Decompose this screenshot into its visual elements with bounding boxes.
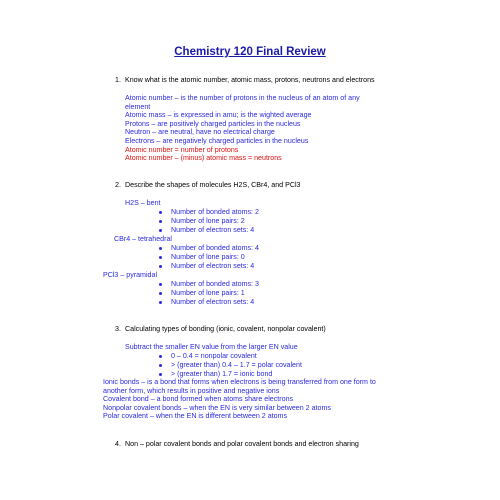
q1-line: Protons – are positively charged particles in the nucleus <box>125 119 301 128</box>
question-text: Describe the shapes of molecules H2S, CBr4, and PCl3 <box>125 181 301 189</box>
question-text: Non – polar covalent bonds and polar covalent bonds and electron sharing <box>125 440 359 448</box>
q1-line: Atomic number – is the number of protons in the nucleus of an atom of any <box>125 94 360 102</box>
bullet-icon <box>159 355 162 358</box>
bullet-icon <box>159 247 162 250</box>
bullet-icon <box>159 364 162 367</box>
q1-answer <box>125 94 360 163</box>
bullet-icon <box>159 256 162 259</box>
q3-line: Nonpolar covalent bonds – when the EN is very similar between 2 atoms <box>103 403 331 412</box>
bullet-icon <box>159 265 162 268</box>
q3-answer <box>103 378 376 421</box>
question-number: 1. <box>115 76 121 84</box>
question-number: 3. <box>115 325 121 333</box>
q1-line: Neutron – are neutral, have no electrical charge <box>125 128 275 137</box>
q3-line: Ionic bonds – is a bond that forms when electrons is being transferred from one form to <box>103 378 376 386</box>
question-number: 4. <box>115 440 121 448</box>
question-number: 2. <box>115 181 121 189</box>
molecule-heading-cbr4: CBr4 – tetrahedral <box>114 235 172 243</box>
document-title: Chemistry 120 Final Review <box>174 46 326 58</box>
q3-intro: Subtract the smaller EN value from the larger EN value <box>125 343 298 351</box>
bullet-icon <box>159 301 162 304</box>
q1-line: element <box>125 102 151 111</box>
q1-line: Atomic number = number of protons <box>125 145 239 154</box>
bullet-icon <box>159 283 162 286</box>
question-text: Calculating types of bonding (ionic, covalent, nonpolar covalent) <box>125 325 326 333</box>
bullet-icon <box>159 220 162 223</box>
molecule-heading-pcl3: PCl3 – pyramidal <box>103 271 158 279</box>
q3-line: Polar covalent – when the EN is different between 2 atoms <box>103 412 288 421</box>
bullet-icon <box>159 229 162 232</box>
document-page: Chemistry 120 Final Review 1. Know what is the atomic number, atomic mass, protons, neutrons and electrons Atomic number – is the number of protons in the nucleus of an atom of any element Atomic mass – is expressed in amu; is the wighted average Protons – are positively charged particles in the nucleus Neutron – are neutral, have no electrical charge Electrons – are negatively charged particles in the nucleus Atomic number = number of protons Atomic number – (minus) atomic mass = neutrons 2. Describe the shapes of molecules H2S, CBr4, and PCl3 H2S – bent Number of bonded atoms: 2 Number of lone pairs: 2 Number of electron sets: 4 CBr4 – tetrahedral Number of bonded atoms: 4 Number of lone pairs: 0 Number of electron sets: 4 PCl3 – pyramidal Number of bonded atoms: 3 Number of lone pairs: 1 Number of electron sets: 4 3. Calculating types of bonding (ionic, covalent, nonpolar covalent) Subtract the smaller EN value from the larger EN value 0 – 0.4 = nonpolar covalent > (greater than) 0.4 – 1.7 = polar covalent > (greater than) 1.7 = ionic bond Ionic bonds – is a bond that forms when electrons is being transferred from one form to another form, which results in positive and negative ions Covalent bond – a bond formed when atoms share electrons Nonpolar covalent bonds – when the EN is very similar between 2 atoms Polar covalent – when the EN is different between 2 atoms 4. Non – polar covalent bonds and polar covalent bonds and electron sharing <box>0 0 500 500</box>
molecule-heading-h2s: H2S – bent <box>125 199 161 207</box>
q1-line: Atomic number – (minus) atomic mass = neutrons <box>125 154 282 163</box>
bullet-icon <box>159 373 162 376</box>
q3-line: Covalent bond – a bond formed when atoms share electrons <box>103 395 294 404</box>
question-text: Know what is the atomic number, atomic mass, protons, neutrons and electrons <box>125 76 375 84</box>
bullet-icon <box>159 292 162 295</box>
bullet-icon <box>159 211 162 214</box>
q3-line: another form, which results in positive and negative ions <box>103 386 280 395</box>
q1-line: Atomic mass – is expressed in amu; is the wighted average <box>125 111 312 120</box>
q1-line: Electrons – are negatively charged particles in the nucleus <box>125 136 309 145</box>
